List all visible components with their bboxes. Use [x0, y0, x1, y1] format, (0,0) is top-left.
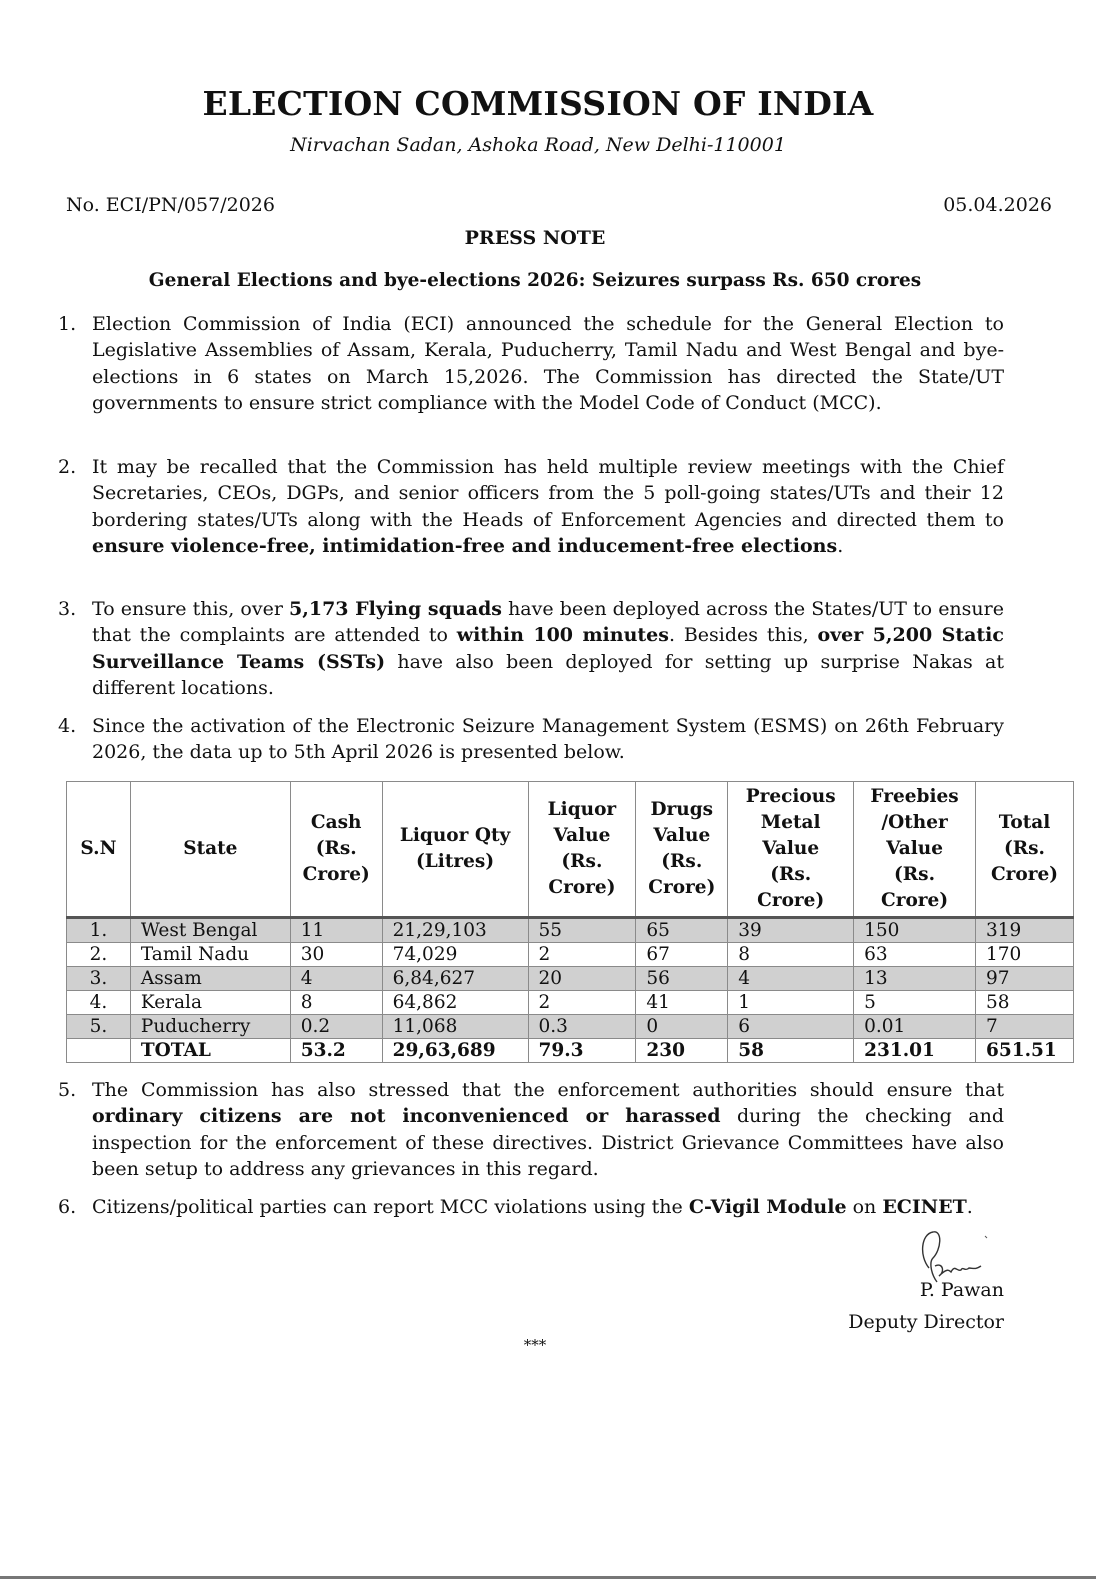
table-cell: 0.01 — [854, 1015, 976, 1039]
table-cell: West Bengal — [130, 918, 290, 943]
table-cell: 53.2 — [290, 1039, 382, 1063]
body-text: on — [846, 1196, 883, 1218]
table-cell: 67 — [636, 943, 728, 967]
body-text: The Commission has also stressed that the enforcement authorities should ensure that — [92, 1079, 1004, 1101]
table-cell: 2 — [528, 991, 636, 1015]
body-text: have also been deployed for setting up surprise Nakas at different locations. — [92, 650, 1005, 699]
table-cell: Puducherry — [130, 1015, 290, 1039]
body-text: Since the activation of the Electronic Seizure Management System (ESMS) on 26th February 2026, the data up to 5th April 2026 is presented below. — [92, 715, 1004, 764]
signatory-name: P. Pawan — [919, 1279, 1004, 1301]
paragraph-number: 1. — [58, 313, 77, 335]
table-cell: 651.51 — [975, 1039, 1073, 1063]
column-header: State — [130, 782, 290, 918]
emphasis-text: ordinary citizens are not inconvenienced or harassed — [92, 1105, 721, 1128]
seizure-data-table — [66, 781, 1074, 1063]
table-cell: 6 — [728, 1015, 854, 1039]
table-cell: 63 — [854, 943, 976, 967]
table-cell: 230 — [636, 1039, 728, 1063]
column-header: Freebies /Other Value (Rs. Crore) — [854, 782, 976, 918]
column-header: Drugs Value (Rs. Crore) — [636, 782, 728, 918]
subject-heading: General Elections and bye-elections 2026: Seizures surpass Rs. 650 crores — [148, 270, 922, 291]
emphasis-text: over 5,200 Static Surveillance Teams (SSTs) — [92, 624, 1004, 673]
paragraph-number: 4. — [58, 715, 77, 737]
column-header: Total (Rs. Crore) — [975, 782, 1073, 918]
document-type-heading: PRESS NOTE — [464, 227, 606, 249]
table-cell: 170 — [975, 943, 1073, 967]
column-header: Cash (Rs. Crore) — [290, 782, 382, 918]
signatory-designation: Deputy Director — [848, 1311, 1004, 1333]
table-cell: 2. — [67, 943, 131, 967]
table-cell: 58 — [975, 991, 1073, 1015]
body-text: during the checking and inspection for the enforcement of these directives. District Grievance Committees have also been setup to address any grievances in this regard. — [92, 1105, 1004, 1180]
paragraph-number: 6. — [58, 1196, 77, 1218]
paragraph-2 — [58, 454, 1004, 559]
table-cell: 1 — [728, 991, 854, 1015]
table-row — [67, 967, 1074, 991]
column-header: Liquor Value (Rs. Crore) — [528, 782, 636, 918]
table-cell — [67, 1039, 131, 1063]
table-cell: 1. — [67, 918, 131, 943]
table-cell: 30 — [290, 943, 382, 967]
table-cell: TOTAL — [130, 1039, 290, 1063]
body-text: . — [966, 1196, 973, 1218]
table-cell: 0 — [636, 1015, 728, 1039]
emphasis-text: ECINET — [882, 1196, 967, 1218]
table-row — [67, 943, 1074, 967]
table-cell: 29,63,689 — [382, 1039, 528, 1063]
table-cell: 79.3 — [528, 1039, 636, 1063]
table-header-row — [67, 782, 1074, 918]
organization-title: ELECTION COMMISSION OF INDIA — [202, 84, 874, 123]
reference-number: No. ECI/PN/057/2026 — [66, 194, 275, 216]
paragraph-number: 3. — [58, 598, 77, 620]
table-cell: Assam — [130, 967, 290, 991]
table-cell: 7 — [975, 1015, 1073, 1039]
table-cell: Kerala — [130, 991, 290, 1015]
table-cell: 150 — [854, 918, 976, 943]
table-cell: 231.01 — [854, 1039, 976, 1063]
paragraph-5 — [58, 1077, 1004, 1182]
table-cell: Tamil Nadu — [130, 943, 290, 967]
table-cell: 11 — [290, 918, 382, 943]
table-cell: 0.3 — [528, 1015, 636, 1039]
paragraph-4 — [58, 713, 1004, 766]
body-text: Citizens/political parties can report MCC violations using the — [92, 1196, 689, 1218]
table-row — [67, 918, 1074, 943]
column-header: S.N — [67, 782, 131, 918]
table-row — [67, 1015, 1074, 1039]
table-row — [67, 991, 1074, 1015]
table-cell: 56 — [636, 967, 728, 991]
paragraph-number: 5. — [58, 1079, 77, 1101]
emphasis-text: ensure violence-free, intimidation-free and inducement-free elections — [92, 534, 838, 557]
table-cell: 5. — [67, 1015, 131, 1039]
body-text: To ensure this, over — [92, 598, 290, 620]
body-text: have been deployed across the States/UT to ensure that the complaints are attended to — [92, 598, 1004, 647]
table-cell: 4. — [67, 991, 131, 1015]
body-text: . — [837, 534, 844, 557]
table-cell: 58 — [728, 1039, 854, 1063]
paragraph-6 — [58, 1194, 1004, 1220]
table-cell: 8 — [290, 991, 382, 1015]
body-text: It may be recalled that the Commission has held multiple review meetings with the Chief Secretaries, CEOs, DGPs, and senior officers from the 5 poll-going states/UTs and their 12 bordering states/UTs along with the Heads of Enforcement Agencies and directed them to — [92, 456, 1004, 531]
table-cell: 55 — [528, 918, 636, 943]
end-mark: *** — [523, 1336, 547, 1354]
table-cell: 3. — [67, 967, 131, 991]
body-text: Election Commission of India (ECI) announced the schedule for the General Election to Legislative Assemblies of Assam, Kerala, Puducherry, Tamil Nadu and West Bengal and bye-elections in 6 states on March 15,2026. The Commission has directed the State/UT governments to ensure strict compliance with the Model Code of Conduct (MCC). — [92, 313, 1004, 414]
table-cell: 8 — [728, 943, 854, 967]
table-cell: 5 — [854, 991, 976, 1015]
table-cell: 319 — [975, 918, 1073, 943]
document-date: 05.04.2026 — [943, 194, 1052, 216]
table-cell: 20 — [528, 967, 636, 991]
emphasis-text: C-Vigil Module — [688, 1196, 847, 1218]
table-cell: 13 — [854, 967, 976, 991]
table-cell: 21,29,103 — [382, 918, 528, 943]
table-cell: 39 — [728, 918, 854, 943]
table-cell: 0.2 — [290, 1015, 382, 1039]
table-cell: 41 — [636, 991, 728, 1015]
table-cell: 4 — [728, 967, 854, 991]
paragraph-1 — [58, 311, 1004, 416]
table-cell: 2 — [528, 943, 636, 967]
paragraph-3 — [58, 596, 1005, 701]
table-cell: 64,862 — [382, 991, 528, 1015]
column-header: Precious Metal Value (Rs. Crore) — [728, 782, 854, 918]
body-text: . Besides this, — [668, 624, 818, 647]
emphasis-text: within 100 minutes — [456, 624, 669, 647]
table-cell: 74,029 — [382, 943, 528, 967]
column-header: Liquor Qty (Litres) — [382, 782, 528, 918]
paragraph-number: 2. — [58, 456, 77, 478]
table-cell: 65 — [636, 918, 728, 943]
emphasis-text: 5,173 Flying squads — [289, 598, 502, 620]
table-cell: 6,84,627 — [382, 967, 528, 991]
table-total-row — [67, 1039, 1074, 1063]
organization-address: Nirvachan Sadan, Ashoka Road, New Delhi-110001 — [290, 134, 786, 156]
table-cell: 11,068 — [382, 1015, 528, 1039]
table-cell: 97 — [975, 967, 1073, 991]
table-cell: 4 — [290, 967, 382, 991]
